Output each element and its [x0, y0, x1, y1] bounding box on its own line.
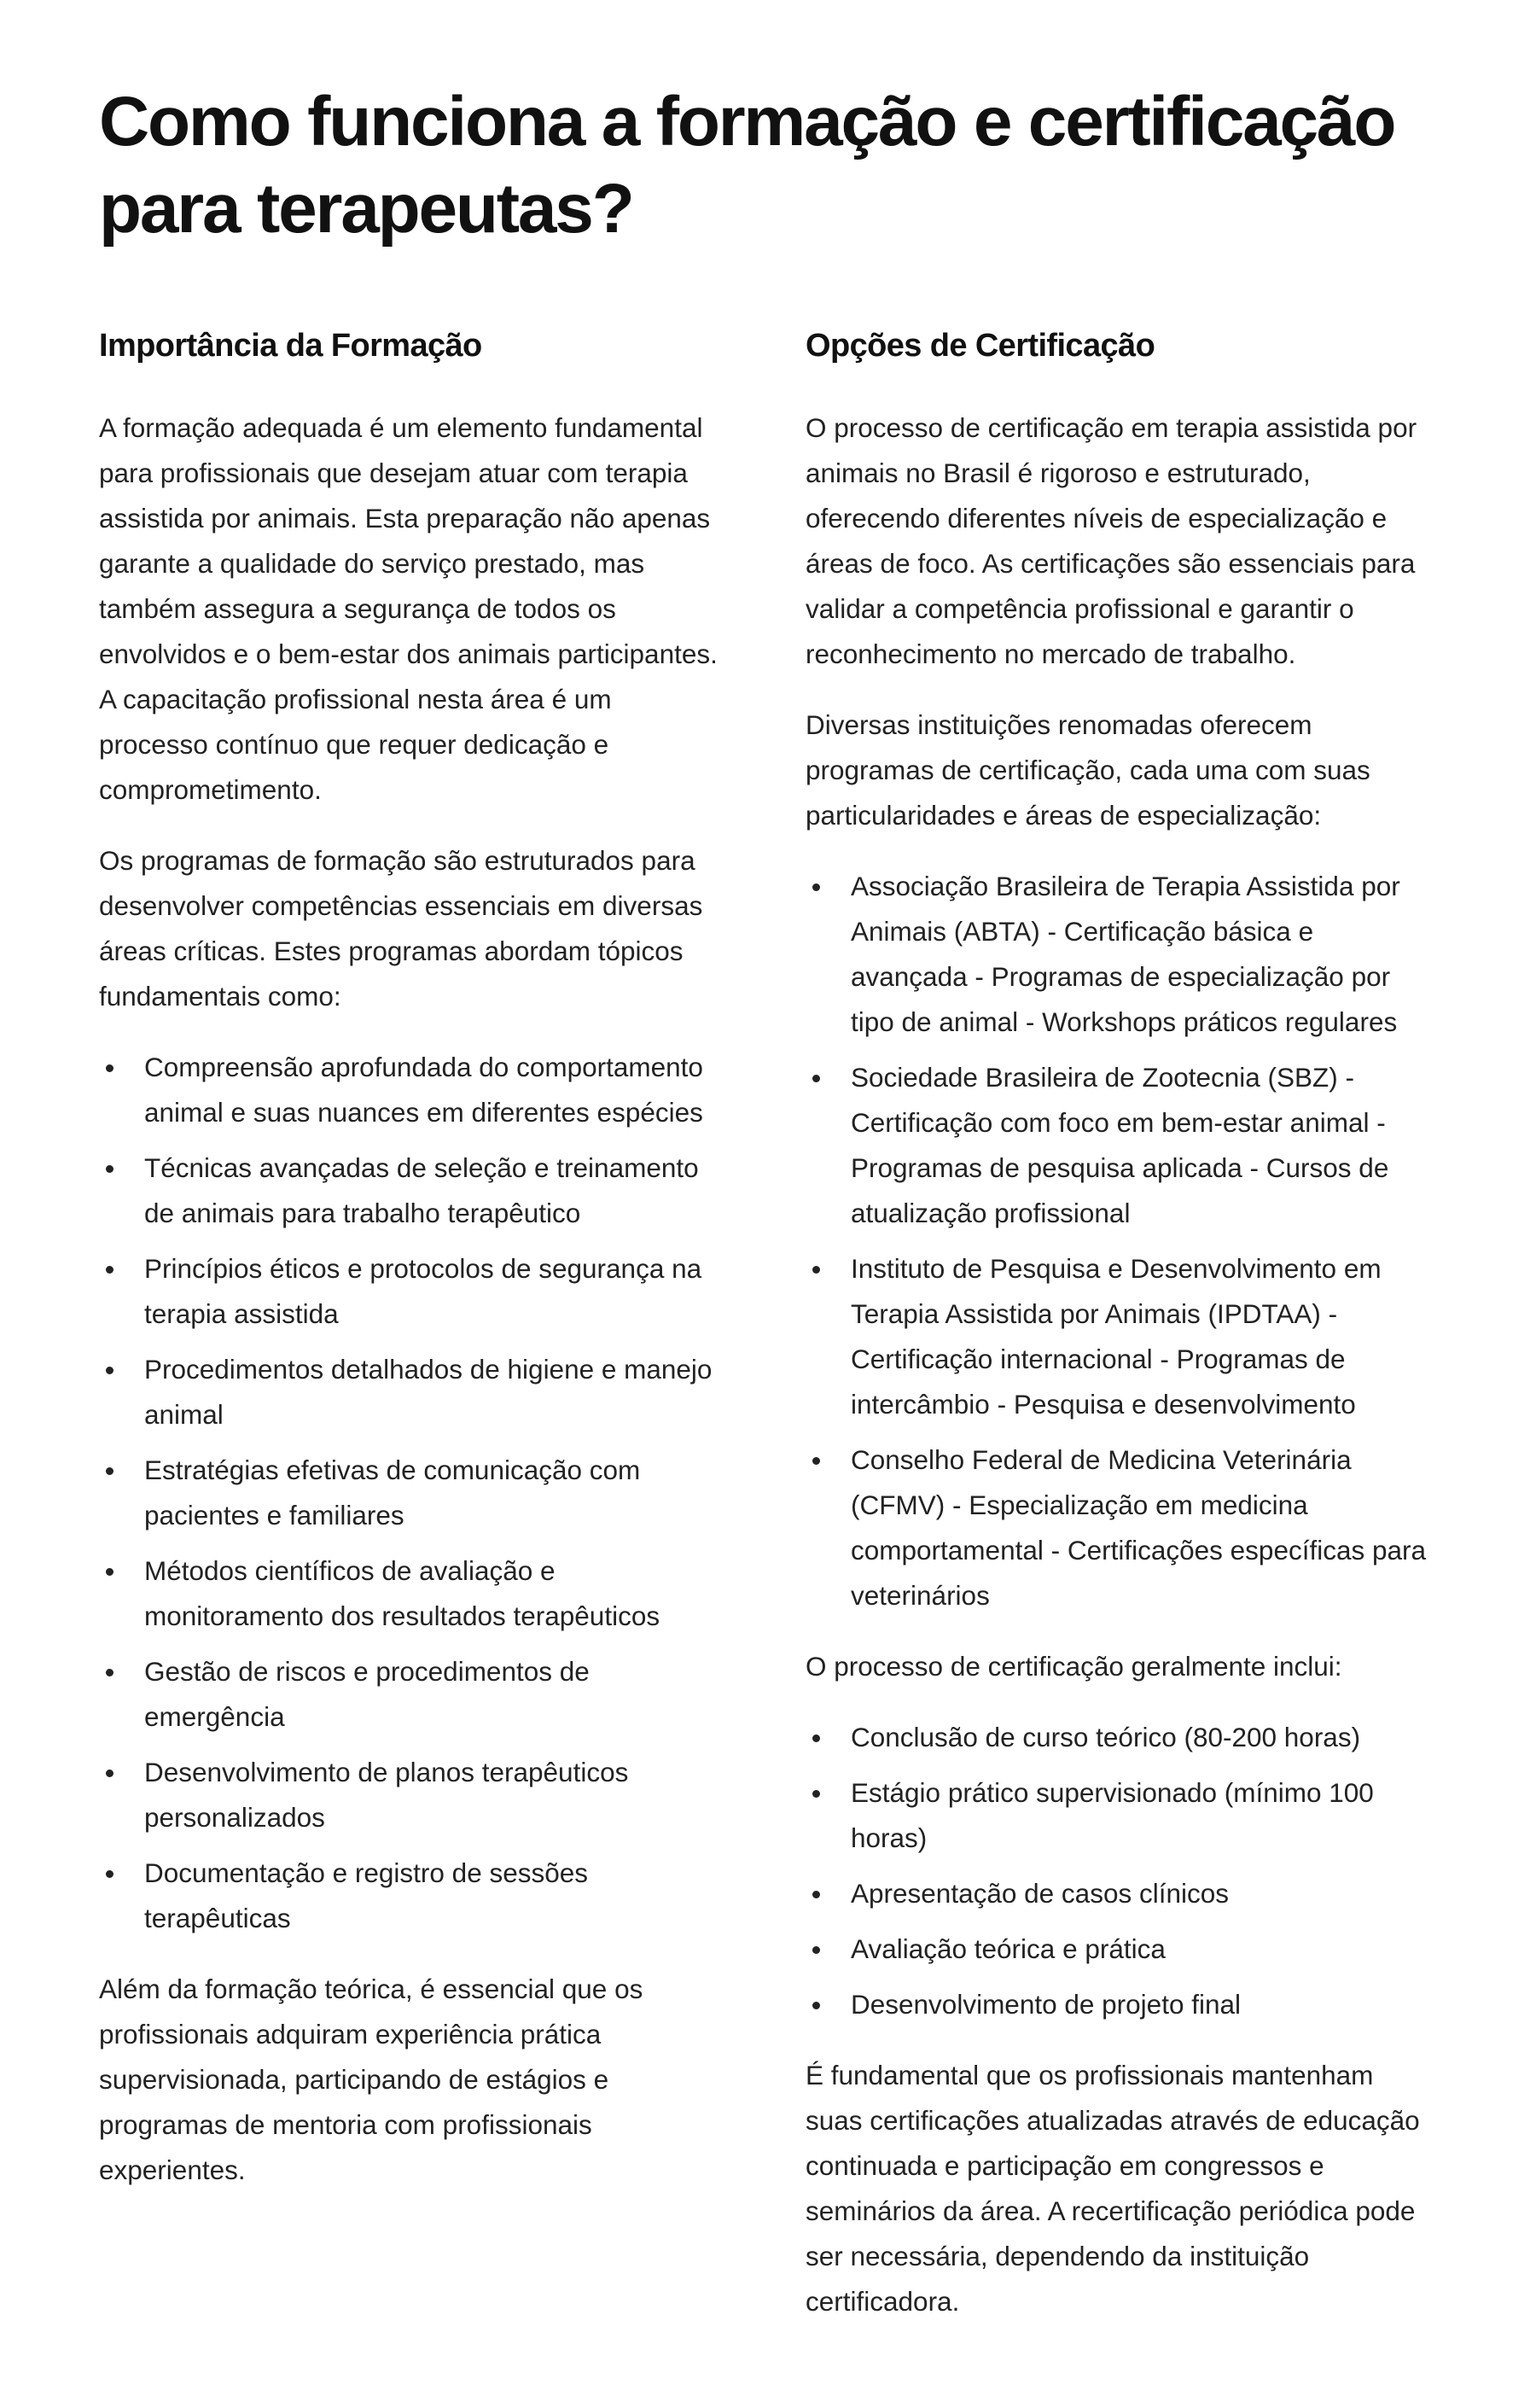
list-item: [806, 864, 1437, 1045]
list-item: [806, 1982, 1437, 2027]
list-item-text: Métodos científicos de avaliação e monitoramento dos resultados terapêuticos: [144, 1555, 660, 1631]
list-item: [99, 1448, 726, 1538]
list-item-text: Apresentação de casos clínicos: [851, 1878, 1229, 1909]
list-item-text: Documentação e registro de sessões terapêuticas: [144, 1857, 589, 1933]
list-item: [99, 1649, 726, 1740]
list-item: [806, 1055, 1437, 1236]
bullet-icon: [812, 883, 820, 891]
list-item: [99, 1045, 726, 1135]
list-item-text: Desenvolvimento de planos terapêuticos personalizados: [144, 1757, 629, 1833]
certification-closing-paragraph: É fundamental que os profissionais mantenham suas certificações atualizadas através de educação continuada e participação em congressos e seminários da área. A recertificação periódica pode ser necessária, dependendo da instituição certificadora.: [806, 2060, 1420, 2317]
bullet-icon: [106, 1568, 113, 1576]
list-item-text: Estratégias efetivas de comunicação com pacientes e familiares: [144, 1455, 641, 1531]
list-item-text: Gestão de riscos e procedimentos de emergência: [144, 1656, 590, 1732]
bullet-icon: [812, 1891, 820, 1898]
bullet-icon: [106, 1467, 113, 1475]
list-item: [806, 1927, 1437, 1972]
list-item: [806, 1246, 1437, 1427]
process-steps-list: [806, 1715, 1437, 2027]
training-intro-paragraph: A formação adequada é um elemento fundamental para profissionais que desejam atuar com terapia assistida por animais. Esta preparação não apenas garante a qualidade do serviço prestado, mas também assegura a segurança de todos os envolvidos e o bem-estar dos animais participantes. A capacitação profissional nesta área é um processo contínuo que requer dedicação e comprometimento.: [99, 412, 718, 805]
training-topics-list: [99, 1045, 726, 1941]
process-intro-paragraph: O processo de certificação geralmente inclui:: [806, 1651, 1342, 1682]
bullet-icon: [106, 1266, 113, 1274]
training-closing-paragraph: Além da formação teórica, é essencial que os profissionais adquiram experiência prática supervisionada, participando de estágios e programas de mentoria com profissionais experientes.: [99, 1974, 643, 2185]
bullet-icon: [106, 1770, 113, 1777]
certification-heading: Opções de Certificação: [806, 328, 1155, 364]
training-programs-paragraph: Os programas de formação são estruturados para desenvolver competências essenciais em diversas áreas críticas. Estes programas abordam tópicos fundamentais como:: [99, 845, 703, 1012]
training-section: [99, 320, 726, 2350]
bullet-icon: [812, 2002, 820, 2009]
list-item-text: Princípios éticos e protocolos de segurança na terapia assistida: [144, 1253, 702, 1329]
bullet-icon: [812, 1790, 820, 1798]
list-item: [806, 1437, 1437, 1618]
list-item: [99, 1146, 726, 1236]
list-item-text: Associação Brasileira de Terapia Assistida por Animais (ABTA) - Certificação básica e avançada - Programas de especialização por tipo de animal - Workshops práticos regulares: [851, 871, 1400, 1037]
list-item: [99, 1246, 726, 1337]
page-title: Como funciona a formação e certificação para terapeutas?: [99, 83, 1395, 248]
bullet-icon: [106, 1870, 113, 1878]
bullet-icon: [812, 1266, 820, 1274]
bullet-icon: [106, 1165, 113, 1173]
list-item-text: Compreensão aprofundada do comportamento animal e suas nuances em diferentes espécies: [144, 1052, 703, 1128]
list-item: [99, 1750, 726, 1840]
list-item: [99, 1548, 726, 1639]
list-item-text: Desenvolvimento de projeto final: [851, 1989, 1242, 2020]
content-columns: [99, 320, 1437, 2350]
bullet-icon: [106, 1669, 113, 1676]
bullet-icon: [812, 1457, 820, 1465]
list-item-text: Instituto de Pesquisa e Desenvolvimento em Terapia Assistida por Animais (IPDTAA) - Certificação internacional - Programas de intercâmbio - Pesquisa e desenvolvimento: [851, 1253, 1382, 1420]
bullet-icon: [812, 1075, 820, 1082]
list-item-text: Estágio prático supervisionado (mínimo 100 horas): [851, 1777, 1374, 1853]
list-item: [99, 1347, 726, 1437]
list-item: [806, 1770, 1437, 1861]
certification-section: [806, 320, 1437, 2350]
list-item-text: Sociedade Brasileira de Zootecnia (SBZ) - Certificação com foco em bem-estar animal - Programas de pesquisa aplicada - Cursos de atualização profissional: [851, 1062, 1389, 1228]
list-item-text: Conclusão de curso teórico (80-200 horas): [851, 1722, 1361, 1752]
list-item-text: Conselho Federal de Medicina Veterinária (CFMV) - Especialização em medicina comportamental - Certificações específicas para veterinários: [851, 1444, 1427, 1611]
list-item: [806, 1715, 1437, 1760]
bullet-icon: [106, 1367, 113, 1374]
bullet-icon: [812, 1946, 820, 1954]
bullet-icon: [812, 1735, 820, 1742]
bullet-icon: [106, 1064, 113, 1072]
list-item: [806, 1871, 1437, 1916]
institutions-list: [806, 864, 1437, 1618]
training-heading: Importância da Formação: [99, 328, 482, 364]
list-item-text: Procedimentos detalhados de higiene e manejo animal: [144, 1354, 713, 1430]
list-item-text: Técnicas avançadas de seleção e treinamento de animais para trabalho terapêutico: [144, 1152, 699, 1228]
list-item-text: Avaliação teórica e prática: [851, 1933, 1166, 1964]
certification-institutions-paragraph: Diversas instituições renomadas oferecem programas de certificação, cada uma com suas particularidades e áreas de especialização:: [806, 709, 1370, 831]
list-item: [99, 1851, 726, 1941]
certification-intro-paragraph: O processo de certificação em terapia assistida por animais no Brasil é rigoroso e estruturado, oferecendo diferentes níveis de especialização e áreas de foco. As certificações são essenciais para validar a competência profissional e garantir o reconhecimento no mercado de trabalho.: [806, 412, 1417, 669]
